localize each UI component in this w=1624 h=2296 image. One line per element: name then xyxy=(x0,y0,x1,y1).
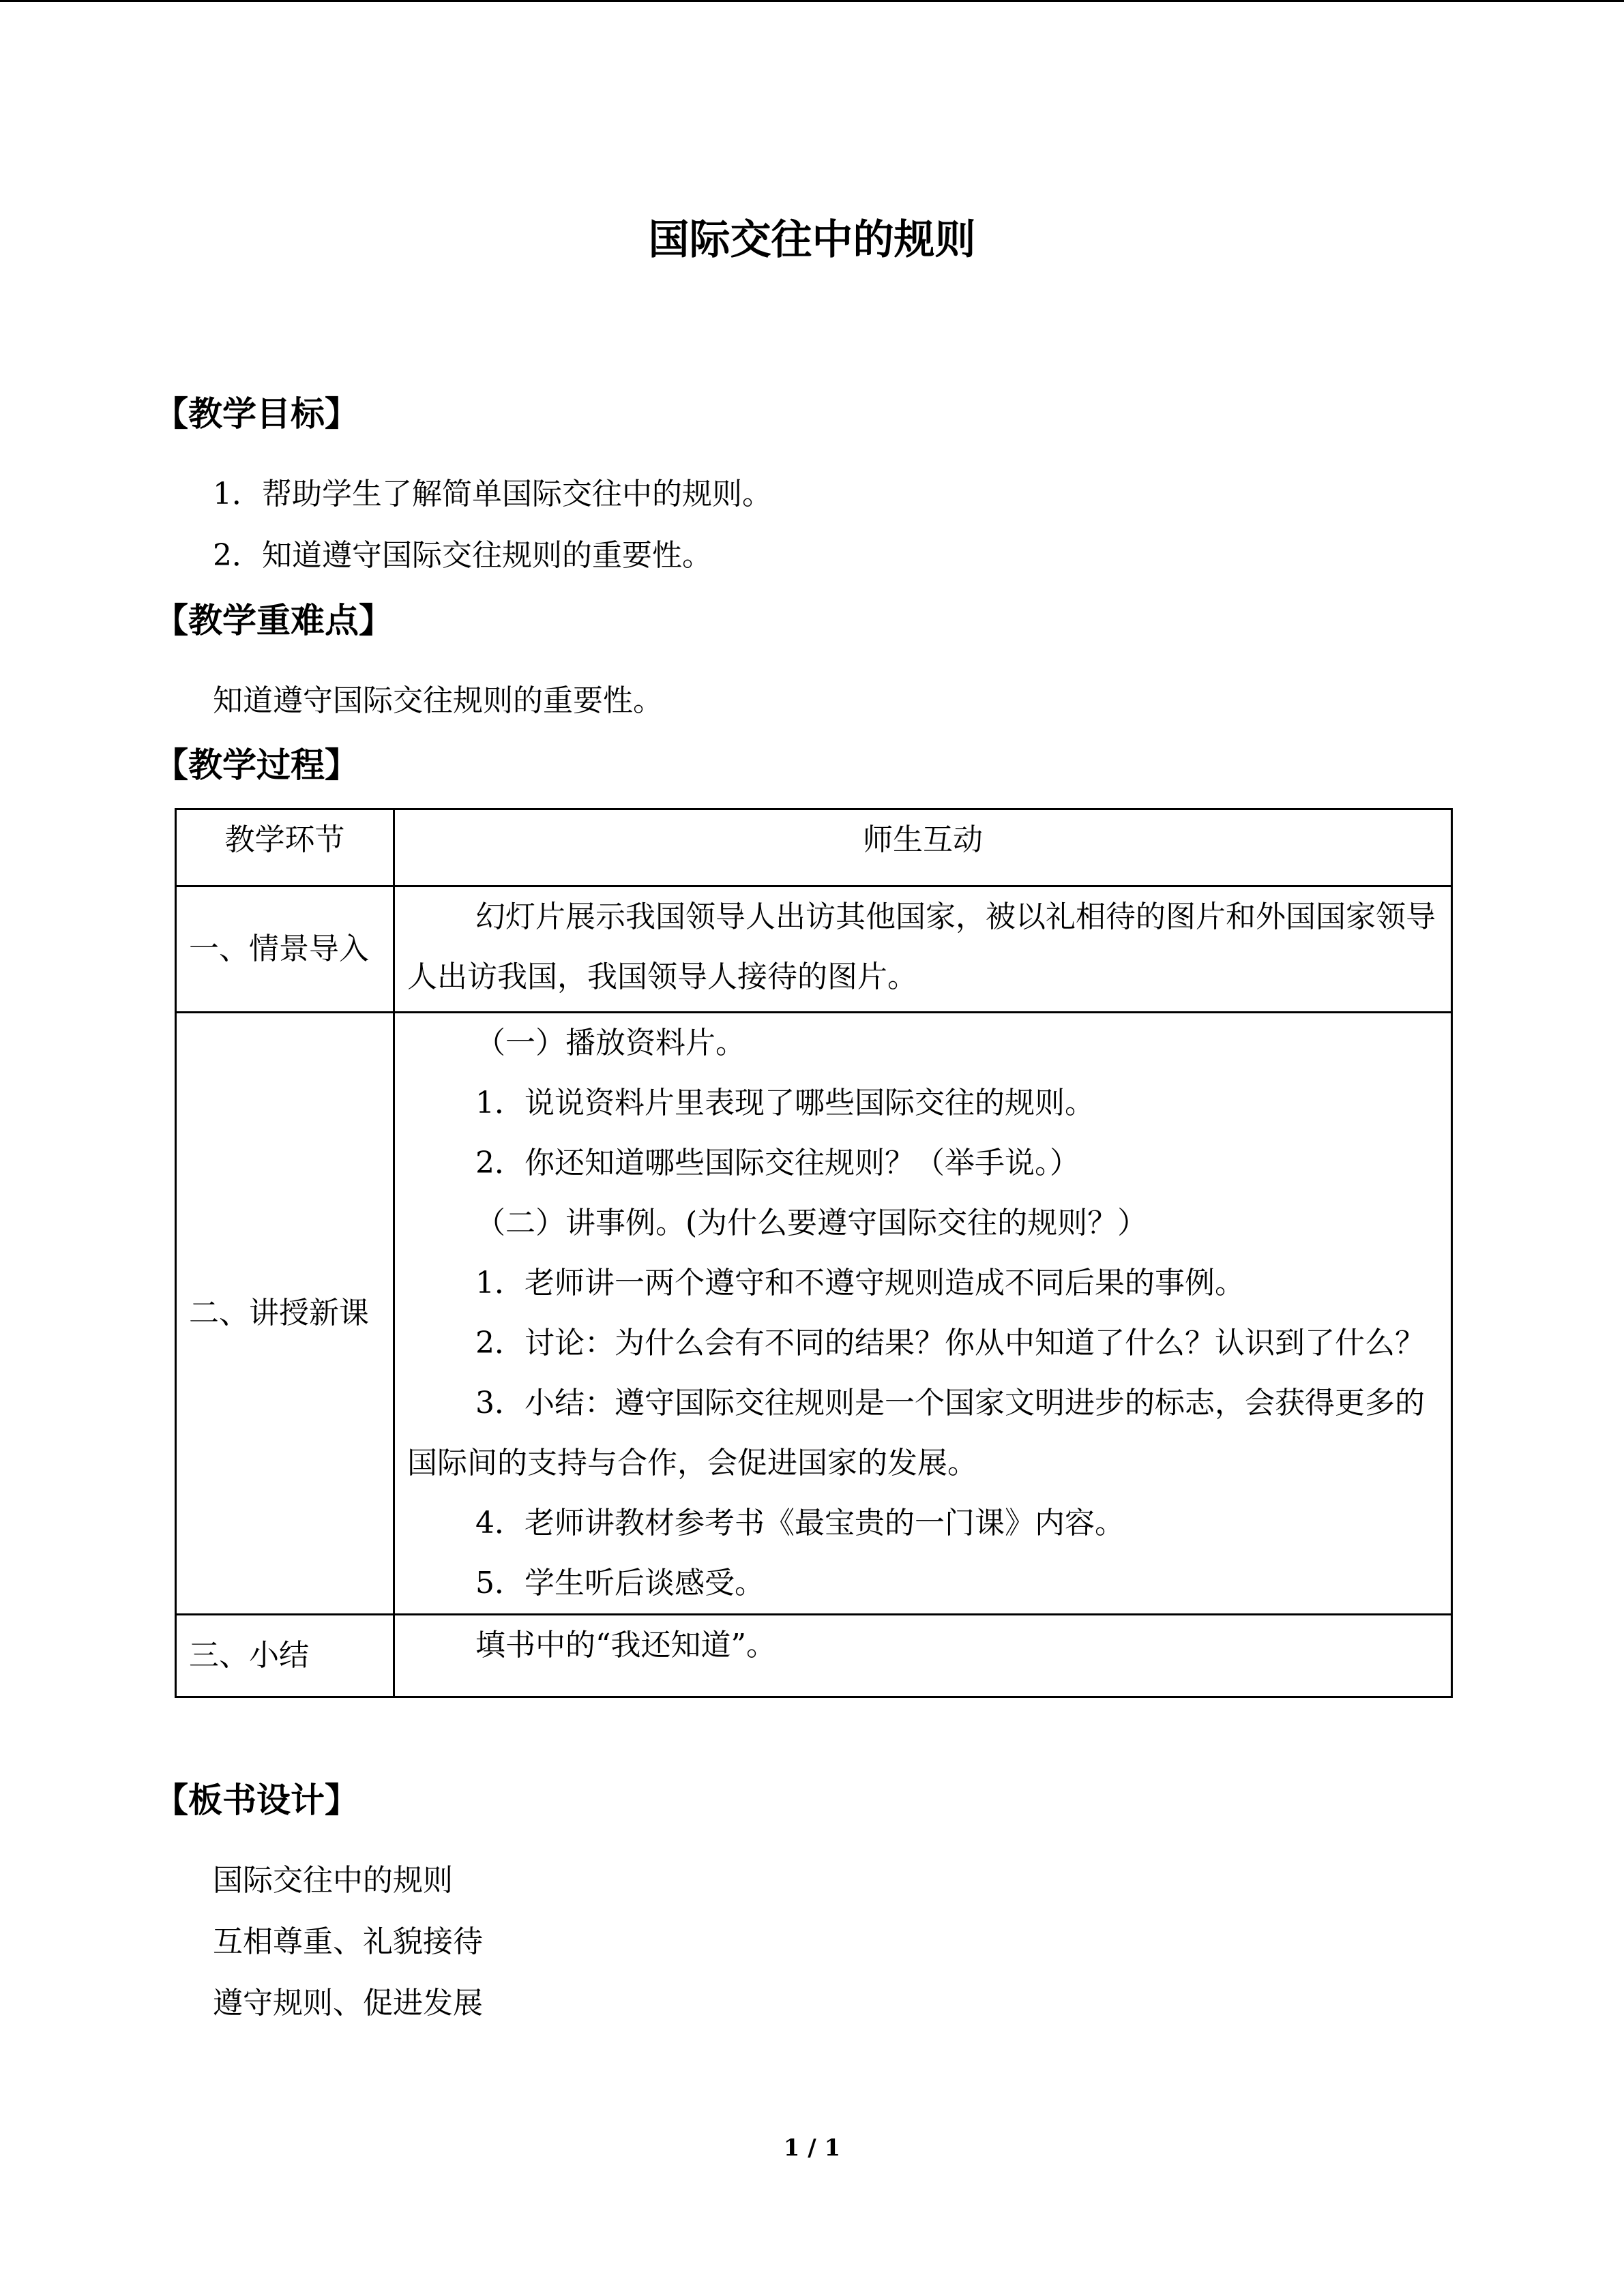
interaction-text: 填书中的“我还知道”。 xyxy=(475,1628,776,1663)
interaction-text: 5．学生听后谈感受。 xyxy=(475,1566,765,1600)
table-row xyxy=(176,886,1452,1013)
goal-item-2: 2．知道遵守国际交往规则的重要性。 xyxy=(213,538,712,573)
interaction-text: 2．你还知道哪些国际交往规则？（举手说。） xyxy=(475,1146,1080,1180)
interaction-cell xyxy=(394,1013,1452,1615)
document-title: 国际交往中的规则 xyxy=(648,216,976,264)
board-line-1: 国际交往中的规则 xyxy=(213,1863,453,1898)
interaction-text: 1．老师讲一两个遵守和不遵守规则造成不同后果的事例。 xyxy=(475,1266,1245,1300)
teaching-process-table xyxy=(175,808,1453,1698)
stage-cell: 三、小结 xyxy=(176,1615,394,1697)
heading-board-design: 【板书设计】 xyxy=(154,1780,359,1820)
interaction-text: 4．老师讲教材参考书《最宝贵的一门课》内容。 xyxy=(475,1506,1125,1540)
heading-key-points: 【教学重难点】 xyxy=(154,601,393,640)
interaction-text: （二）讲事例。(为什么要遵守国际交往的规则？） xyxy=(475,1206,1148,1240)
table-row xyxy=(176,1615,1452,1697)
interaction-text: 幻灯片展示我国领导人出访其他国家，被以礼相待的图片和外国国家领导人出访我国，我国领导人接待的图片。 xyxy=(407,899,1436,994)
table-header-stage: 教学环节 xyxy=(176,809,394,886)
page-number: 1 / 1 xyxy=(783,2134,841,2162)
interaction-cell xyxy=(394,1615,1452,1697)
interaction-text: 1．说说资料片里表现了哪些国际交往的规则。 xyxy=(475,1086,1095,1120)
table-header-interaction: 师生互动 xyxy=(394,809,1452,886)
interaction-cell xyxy=(394,886,1452,1013)
board-line-3: 遵守规则、促进发展 xyxy=(213,1986,483,2021)
heading-teaching-goals: 【教学目标】 xyxy=(154,394,359,434)
stage-cell: 一、情景导入 xyxy=(176,886,394,1013)
interaction-text: （一）播放资料片。 xyxy=(475,1026,745,1060)
stage-cell: 二、讲授新课 xyxy=(176,1013,394,1615)
top-border-line xyxy=(0,0,1624,2)
interaction-text: 2．讨论：为什么会有不同的结果？你从中知道了什么？认识到了什么？ xyxy=(475,1326,1425,1360)
table-header-row xyxy=(176,809,1452,886)
goal-item-1: 1．帮助学生了解简单国际交往中的规则。 xyxy=(213,477,772,511)
key-points-text: 知道遵守国际交往规则的重要性。 xyxy=(213,683,663,718)
heading-teaching-process: 【教学过程】 xyxy=(154,745,359,785)
table-row xyxy=(176,1013,1452,1615)
board-line-2: 互相尊重、礼貌接待 xyxy=(213,1924,483,1959)
interaction-text: 3．小结：遵守国际交往规则是一个国家文明进步的标志，会获得更多的国际间的支持与合作，会促进国家的发展。 xyxy=(407,1386,1425,1480)
